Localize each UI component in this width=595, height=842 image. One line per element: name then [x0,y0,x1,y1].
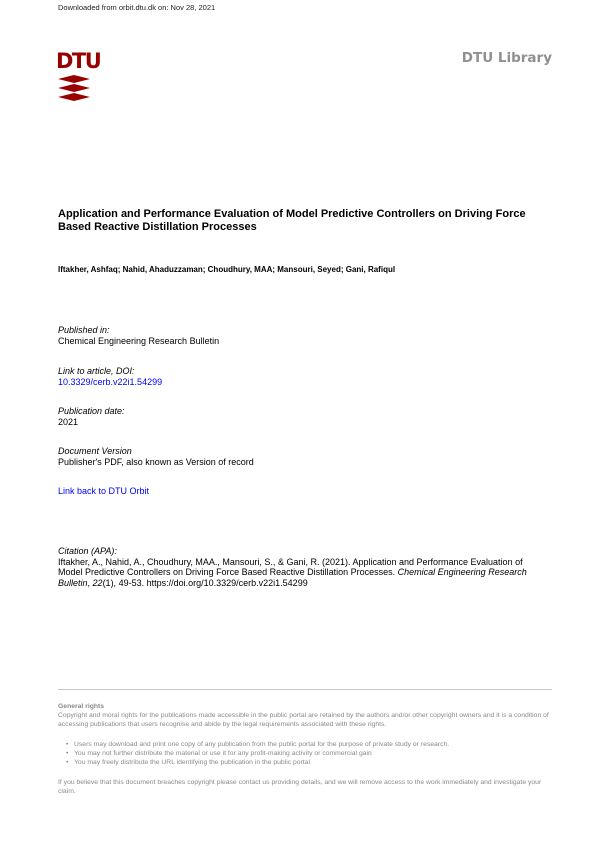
document-version-block [58,446,548,467]
doi-link[interactable]: 10.3329/cerb.v22i1.54299 [58,376,163,387]
citation-journal: Chemical Engineering Research Bulletin [58,567,527,588]
published-in-value: Chemical Engineering Research Bulletin [58,335,220,346]
download-notice: Downloaded from orbit.dtu.dk on: Nov 28, 2021 [58,3,216,12]
divider [58,689,552,690]
dtu-orbit-link[interactable]: Link back to DTU Orbit [58,486,150,496]
publication-title: Application and Performance Evaluation of Model Predictive Controllers on Driving Force Based Reactive Distillation Processes [58,208,526,233]
general-rights-footer: If you believe that this document breaches copyright please contact us providing details, and we will remove access to the work immediately and investigate your claim. [58,779,542,795]
citation-block [58,546,548,588]
dtu-logo-text: DTU [56,49,101,73]
general-rights-section [58,702,556,729]
citation-volume: 22 [92,577,103,588]
dtu-logo [56,49,101,107]
doi-label: Link to article, DOI: [58,366,135,376]
doi-block [58,366,548,387]
published-in-label: Published in: [58,325,110,335]
document-version-value: Publisher's PDF, also known as Version of record [58,456,254,467]
publication-date-label: Publication date: [58,406,125,416]
document-version-label: Document Version [58,446,132,456]
rights-bullet-item: • Users may download and print one copy of any publication from the public portal for the purpose of private study or research. [58,740,556,749]
publication-date-block [58,406,548,427]
citation-label: Citation (APA): [58,546,117,556]
citation-text [58,557,548,589]
rights-bullet-item: • You may not further distribute the material or use it for any profit-making activity or commercial gain [58,749,556,758]
general-rights-bullets [58,740,556,767]
published-in-block [58,325,548,346]
orbit-link-block [58,486,548,497]
citation-rest: (1), 49-53. https://doi.org/10.3329/cerb.v22i1.54299 [102,577,308,588]
author-list: Iftakher, Ashfaq; Nahid, Ahaduzzaman; Choudhury, MAA; Mansouri, Seyed; Gani, Rafiqul [58,265,396,274]
citation-prefix: Iftakher, A., Nahid, A., Choudhury, MAA., Mansouri, S., & Gani, R. (2021). Application and Performance Evaluation of Model Predictive Controllers on Driving Force Based Reactive Distillation Processes. [58,556,523,577]
rights-bullet-item: • You may freely distribute the URL identifying the publication in the public portal [58,758,556,767]
citation-separator: , [87,577,93,588]
publication-date-value: 2021 [58,416,79,427]
dtu-logo-emblem-icon [56,72,92,102]
dtu-library-logo: DTU Library [461,50,552,66]
general-rights-intro: Copyright and moral rights for the publications made accessible in the public portal are retained by the authors and/or other copyright owners and it is a condition of accessing publications that users recognise and abide by the legal requirements associated with these rights. [58,712,549,728]
general-rights-title: General rights [58,703,105,710]
